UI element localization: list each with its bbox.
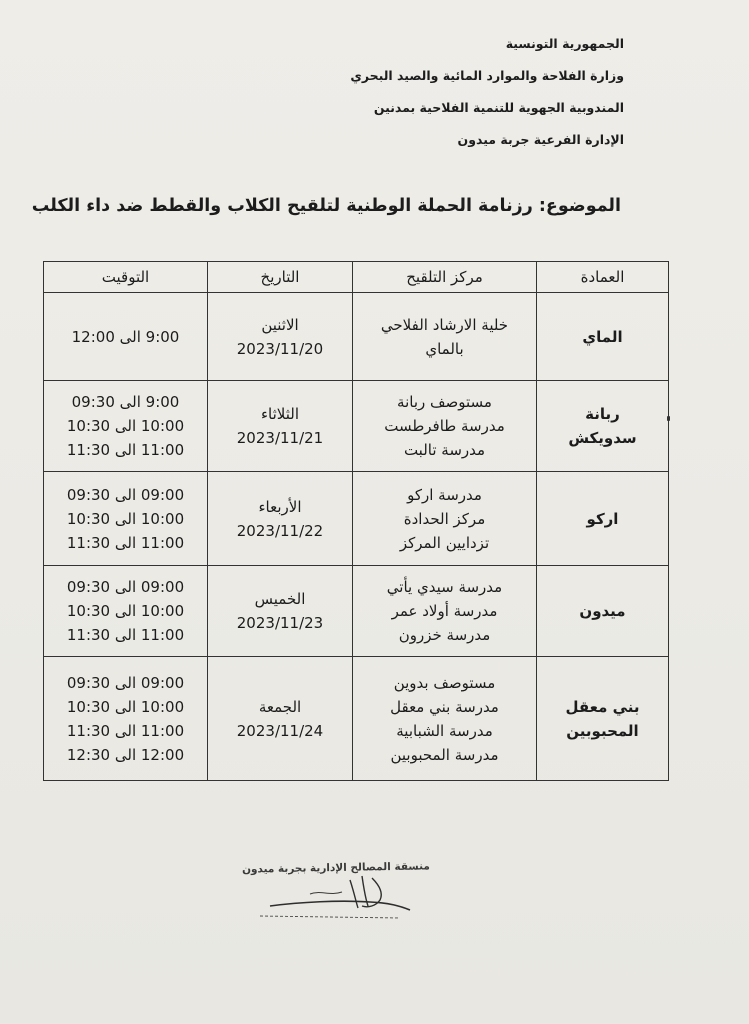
column-header-date: التاريخ xyxy=(208,262,353,293)
center-name: مستوصف بدوين xyxy=(393,673,496,692)
center-name: مدرسة بني معقل xyxy=(390,697,499,716)
header-sub-department: الإدارة الفرعية جربة ميدون xyxy=(457,132,624,147)
document-subject: الموضوع: رزنامة الحملة الوطنية لتلقيح الكلاب والقطط ضد داء الكلب xyxy=(31,196,621,216)
cell-time xyxy=(44,381,208,472)
date-value: 2023/11/24 xyxy=(236,721,324,740)
day-name: الثلاثاء xyxy=(260,405,299,423)
center-name: مدرسة أولاد عمر xyxy=(391,602,498,620)
cell-date xyxy=(208,657,353,781)
cell-imada xyxy=(537,293,669,381)
date-value: 2023/11/20 xyxy=(236,339,324,358)
center-name: مدرسة الشبابية xyxy=(396,721,493,740)
date-value: 2023/11/22 xyxy=(236,521,324,540)
center-name: مركز الحدادة xyxy=(403,509,486,528)
table-row xyxy=(44,657,669,781)
table-row xyxy=(44,381,669,472)
ink-mark xyxy=(667,416,670,421)
center-name: مدرسة طافرطست xyxy=(384,417,505,435)
imada-name: سدويكش xyxy=(568,429,637,447)
official-stamp xyxy=(242,860,431,932)
time-slot: 09:00 الى 09:30 xyxy=(66,673,185,692)
imada-name: ربانة xyxy=(585,405,620,423)
center-name: مدرسة المحبوبين xyxy=(390,745,499,764)
signature-icon xyxy=(250,862,430,932)
table-row xyxy=(44,566,669,657)
time-slot: 12:00 الى 12:30 xyxy=(66,745,185,764)
vaccination-schedule-table xyxy=(43,261,669,781)
cell-center xyxy=(353,293,537,381)
cell-center xyxy=(353,566,537,657)
table-row xyxy=(44,293,669,381)
column-header-center: مركز التلقيح xyxy=(353,262,537,293)
day-name: الجمعة xyxy=(258,697,302,716)
time-slot: 09:00 الى 09:30 xyxy=(66,578,185,596)
column-header-time: التوقيت xyxy=(44,262,208,293)
column-header-imada: العمادة xyxy=(537,262,669,293)
table-row xyxy=(44,472,669,566)
date-value: 2023/11/23 xyxy=(236,614,324,632)
date-value: 2023/11/21 xyxy=(236,429,324,447)
cell-date xyxy=(208,381,353,472)
cell-time xyxy=(44,472,208,566)
center-name: مدرسة سيدي يأتي xyxy=(386,578,503,596)
time-slot: 10:00 الى 10:30 xyxy=(66,509,185,528)
table-header-row xyxy=(44,262,669,293)
header-republic: الجمهورية التونسية xyxy=(505,36,624,51)
imada-name: الماي xyxy=(582,327,623,346)
header-ministry: وزارة الفلاحة والموارد المائية والصيد البحري xyxy=(350,68,624,83)
document-header xyxy=(350,38,624,166)
center-name: تزدايين المركز xyxy=(399,533,490,552)
time-slot: 11:00 الى 11:30 xyxy=(66,533,185,552)
imada-name: ميدون xyxy=(579,602,626,620)
cell-imada xyxy=(537,472,669,566)
stamp-text: منسقة المصالح الإدارية بجربة ميدون xyxy=(242,860,431,876)
header-regional-office: المندوبية الجهوية للتنمية الفلاحية بمدنين xyxy=(373,100,624,115)
cell-imada xyxy=(537,381,669,472)
time-slot: 9:00 الى 09:30 xyxy=(71,393,180,411)
cell-date xyxy=(208,472,353,566)
day-name: الاثنين xyxy=(261,315,299,334)
time-slot: 10:00 الى 10:30 xyxy=(66,602,185,620)
cell-time xyxy=(44,657,208,781)
cell-time xyxy=(44,566,208,657)
day-name: الأربعاء xyxy=(258,497,302,516)
center-name: مستوصف ربانة xyxy=(397,393,492,411)
center-name: مدرسة خزرون xyxy=(398,626,491,644)
day-name: الخميس xyxy=(254,590,306,608)
time-slot: 09:00 الى 09:30 xyxy=(66,485,185,504)
time-slot: 11:00 الى 11:30 xyxy=(66,441,185,459)
center-name: بالماي xyxy=(425,339,464,358)
cell-center xyxy=(353,657,537,781)
center-name: مدرسة اركو xyxy=(407,485,482,504)
time-slot: 9:00 الى 12:00 xyxy=(71,327,180,346)
imada-name: بني معقل xyxy=(565,697,640,716)
time-slot: 10:00 الى 10:30 xyxy=(66,697,185,716)
cell-center xyxy=(353,381,537,472)
time-slot: 11:00 الى 11:30 xyxy=(66,721,185,740)
center-name: مدرسة تالبت xyxy=(403,441,486,459)
cell-center xyxy=(353,472,537,566)
cell-imada xyxy=(537,566,669,657)
imada-name: اركو xyxy=(586,509,619,528)
cell-imada xyxy=(537,657,669,781)
time-slot: 11:00 الى 11:30 xyxy=(66,626,185,644)
time-slot: 10:00 الى 10:30 xyxy=(66,417,185,435)
cell-date xyxy=(208,566,353,657)
cell-time xyxy=(44,293,208,381)
center-name: خلية الارشاد الفلاحي xyxy=(380,315,509,334)
cell-date xyxy=(208,293,353,381)
imada-name: المحبوبين xyxy=(566,721,639,740)
